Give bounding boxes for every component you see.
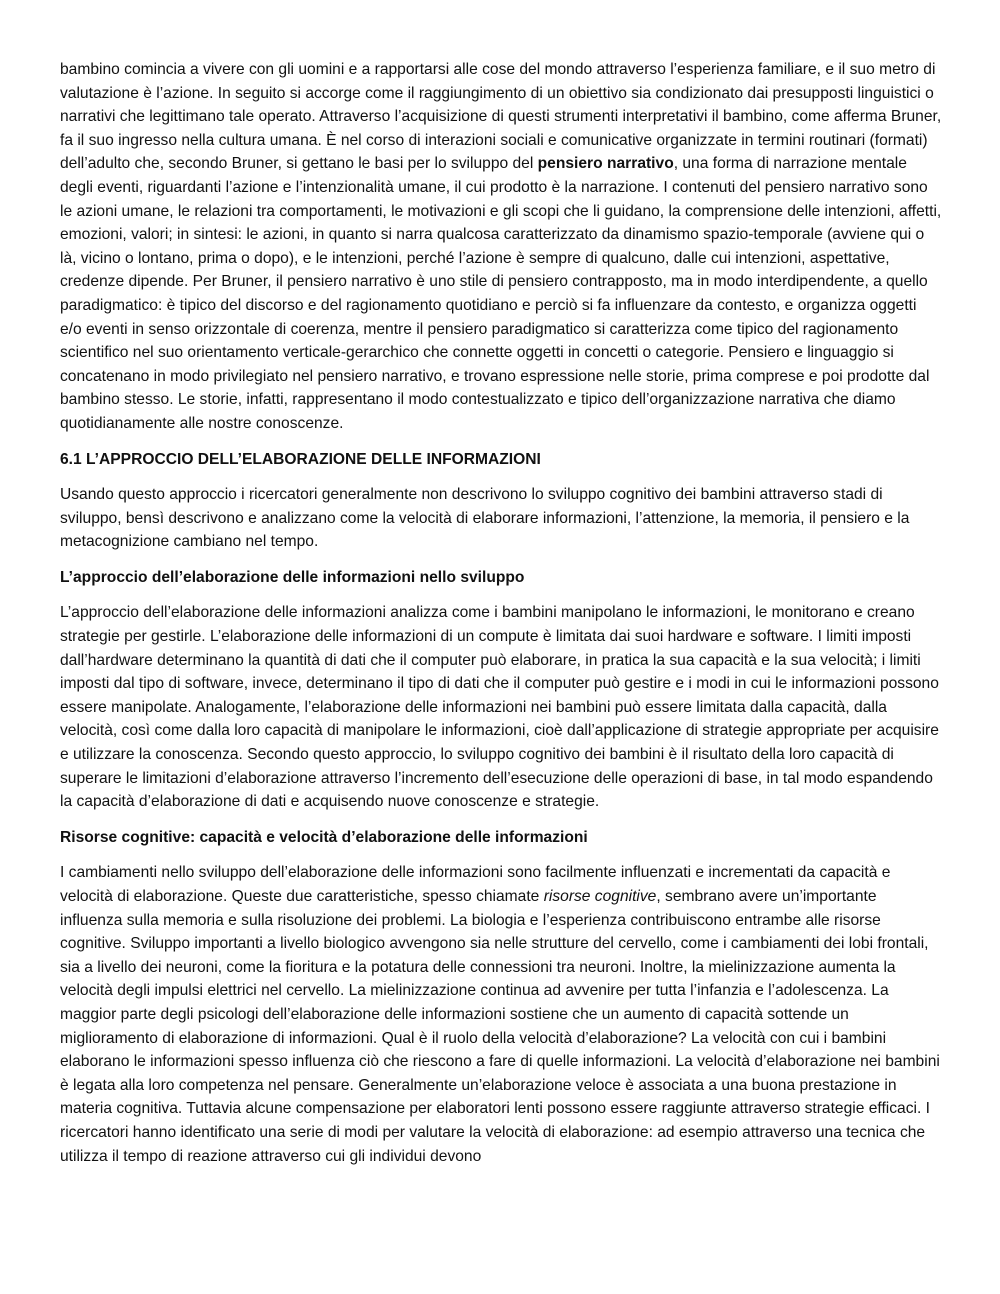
paragraph-bruner-narrative [60, 58, 942, 436]
subheading-approach: L’approccio dell’elaborazione delle informazioni nello sviluppo [60, 568, 525, 586]
paragraph-approach-intro: Usando questo approccio i ricercatori generalmente non descrivono lo sviluppo cognitivo dei bambini attraverso stadi di sviluppo, bensì descrivono e analizzano come la velocità di elaborare informazioni, l’attenzione, la memoria, il pensiero e la metacognizione cambiano nel tempo. [60, 486, 910, 551]
paragraph-approach-detail: L’approccio dell’elaborazione delle informazioni analizza come i bambini manipolano le informazioni, le monitorano e creano strategie per gestirle. L’elaborazione delle informazioni di un compute è limitata dai suoi hardware e software. I limiti imposti dall’hardware determinano la quantità di dati che il computer può elaborare, in pratica la sua capacità e la sua velocità; i limiti imposti dal tipo di software, invece, determinano il tipo di dati che il computer può gestire e i modi in cui le informazioni possono essere manipolate. Analogamente, l’elaborazione delle informazioni nei bambini può essere limitata dalla capacità, dalla velocità, così come dalla loro capacità di manipolare le informazioni, cioè dall’applicazione di strategie appropriate per acquisire e utilizzare la conoscenza. Secondo questo approccio, lo sviluppo cognitivo dei bambini è il risultato della loro capacità di superare le limitazioni d’elaborazione attraverso l’incremento dell’esecuzione delle operazioni di base, in tal modo espandendo la capacità d’elaborazione di dati e acquisendo nuove conoscenze e strategie. [60, 604, 939, 811]
section-heading: 6.1 L’APPROCCIO DELL’ELABORAZIONE DELLE INFORMAZIONI [60, 450, 541, 468]
subheading-cognitive-resources: Risorse cognitive: capacità e velocità d’elaborazione delle informazioni [60, 828, 588, 846]
bold-term: pensiero narrativo [537, 155, 674, 173]
paragraph-cognitive-resources [60, 861, 942, 1168]
paragraph-text: , sembrano avere un’importante influenza sulla memoria e sulla risoluzione dei problemi. La biologia e l’esperienza contribuiscono entrambe alle risorse cognitive. Sviluppo importanti a livello biologico avvengono sia nelle strutture del cervello, come i cambiamenti dei lobi frontali, sia a livello dei neuroni, come la fioritura e la potatura delle connessioni tra neuroni. Inoltre, la mielinizzazione aumenta la velocità degli impulsi elettrici nel cervello. La mielinizzazione continua ad avvenire per tutta l’infanzia e l’adolescenza. La maggior parte degli psicologi dell’elaborazione delle informazioni sostiene che un aumento di capacità sottende un miglioramento di elaborazione di informazioni. Qual è il ruolo della velocità d’elaborazione? La velocità con cui i bambini elaborano le informazioni spesso influenza ciò che riescono a fare di quelle informazioni. La velocità d’elaborazione nei bambini è legata alla loro competenza nel pensare. Generalmente un’elaborazione veloce è associata a una buona prestazione in materia cognitiva. Tuttavia alcune compensazione per elaboratori lenti possono essere raggiunte attraverso strategie efficaci. I ricercatori hanno identificato una serie di modi per valutare la velocità di elaborazione: ad esempio attraverso una tecnica che utilizza il tempo di reazione attraverso cui gli individui devono [60, 888, 940, 1165]
italic-term: risorse cognitive [543, 888, 657, 905]
document-page [60, 58, 942, 1180]
paragraph-text: I cambiamenti nello sviluppo dell’elaborazione delle informazioni sono facilmente influenzati e incrementati da capacità e velocità di elaborazione. Queste due caratteristiche, spesso chiamate [60, 864, 891, 905]
paragraph-text: bambino comincia a vivere con gli uomini e a rapportarsi alle cose del mondo attraverso l’esperienza familiare, e il suo metro di valutazione è l’azione. In seguito si accorge come il raggiungimento di un obiettivo sia condizionato dai presupposti linguistici o narrativi che legittimano tale operato. Attraverso l’acquisizione di questi strumenti interpretativi il bambino, come afferma Bruner, fa il suo ingresso nella cultura umana. È nel corso di interazioni sociali e comunicative organizzate in termini routinari (formati) dell’adulto che, secondo Bruner, si gettano le basi per lo sviluppo del [60, 61, 942, 173]
paragraph-text: , una forma di narrazione mentale degli eventi, riguardanti l’azione e l’intenzionalità umane, il cui prodotto è la narrazione. I contenuti del pensiero narrativo sono le azioni umane, le relazioni tra comportamenti, le motivazioni e gli scopi che li guidano, la comprensione delle intenzioni, affetti, emozioni, valori; in sintesi: le azioni, in quanto si narra qualcosa caratterizzato da dinamismo spazio-temporale (avviene qui o là, vicino o lontano, prima o dopo), e le intenzioni, perché l’azione è sempre di qualcuno, dalle cui intenzioni, aspettative, credenze dipende. Per Bruner, il pensiero narrativo è uno stile di pensiero contrapposto, ma in modo interdipendente, a quello paradigmatico: è tipico del discorso e del ragionamento quotidiano e perciò si fa influenzare da contesto, e organizza oggetti e/o eventi in senso orizzontale di coerenza, mentre il pensiero paradigmatico si caratterizza come tipico del ragionamento scientifico nel suo orientamento verticale-gerarchico che connette oggetti in concetti o categorie. Pensiero e linguaggio si concatenano in modo privilegiato nel pensiero narrativo, e trovano espressione nelle storie, prima comprese e poi prodotte dal bambino stesso. Le storie, infatti, rappresentano il modo contestualizzato e tipico dell’organizzazione narrativa che diamo quotidianamente alle nostre conoscenze. [60, 155, 942, 432]
